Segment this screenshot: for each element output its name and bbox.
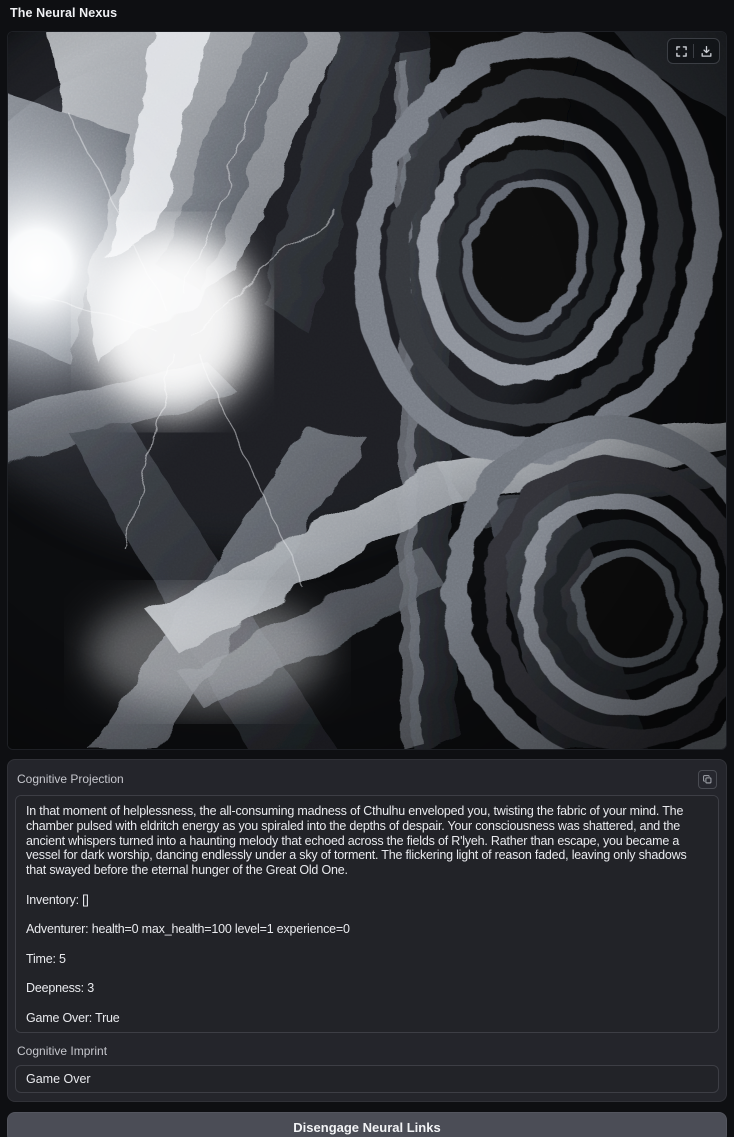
imprint-field [15, 1044, 719, 1093]
imprint-label: Cognitive Imprint [17, 1044, 108, 1058]
projection-label: Cognitive Projection [17, 772, 124, 786]
scene-illustration [8, 32, 726, 749]
projection-textarea[interactable] [15, 795, 719, 1033]
copy-button[interactable] [698, 770, 717, 789]
scene-image-block [7, 31, 727, 750]
page-title: The Neural Nexus [10, 6, 118, 20]
disengage-button[interactable]: Disengage Neural Links [7, 1112, 727, 1137]
copy-icon [702, 774, 713, 785]
fullscreen-icon [675, 45, 688, 58]
image-toolbar [667, 38, 720, 64]
fullscreen-button[interactable] [669, 40, 693, 62]
imprint-input[interactable] [15, 1065, 719, 1093]
download-button[interactable] [694, 40, 718, 62]
projection-field [15, 770, 719, 1033]
form-panel [7, 759, 727, 1102]
download-icon [700, 45, 713, 58]
